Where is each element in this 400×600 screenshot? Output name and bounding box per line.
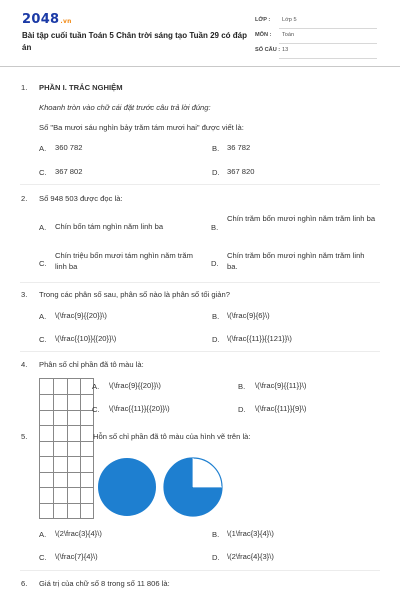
- q4-option-a-letter[interactable]: A.: [92, 382, 100, 391]
- q1-option-a-letter[interactable]: A.: [39, 144, 47, 153]
- meta-divider: [279, 58, 377, 59]
- question-5-number: 5.: [21, 432, 28, 441]
- q5-option-c-text[interactable]: \(\frac{7}{4}\): [55, 552, 98, 561]
- meta-subject: [255, 30, 377, 44]
- q5-option-d-letter[interactable]: D.: [212, 553, 220, 562]
- q2-option-b-text[interactable]: Chín trăm bốn mươi nghìn năm trăm linh ba: [227, 214, 376, 223]
- question-6-text: Giá trị của chữ số 8 trong số 11 806 là:: [39, 579, 170, 588]
- site-logo[interactable]: [22, 12, 72, 27]
- question-1-text: Số "Ba mươi sáu nghìn bảy trăm tám mươi hai" được viết là:: [39, 123, 244, 132]
- question-divider: [20, 184, 380, 185]
- question-5-text: Hỗn số chỉ phần đã tô màu của hình vẽ trên là:: [93, 432, 251, 441]
- section-heading: PHẦN I. TRẮC NGHIỆM: [39, 83, 123, 92]
- q4-option-b-letter[interactable]: B.: [238, 382, 246, 391]
- question-3-number: 3.: [21, 290, 28, 299]
- q3-option-b-text[interactable]: \(\frac{9}{6}\): [227, 311, 270, 320]
- q3-option-a-letter[interactable]: A.: [39, 312, 47, 321]
- question-4-number: 4.: [21, 360, 28, 369]
- question-4-text: Phân số chỉ phần đã tô màu là:: [39, 360, 144, 369]
- q2-option-d-letter[interactable]: D.: [211, 259, 219, 268]
- q2-option-c-letter[interactable]: C.: [39, 259, 47, 268]
- header-divider: [0, 66, 400, 67]
- document-header: [0, 0, 400, 64]
- q1-option-b-text[interactable]: 36 782: [227, 143, 251, 152]
- grid-line: [40, 441, 93, 442]
- q3-option-b-letter[interactable]: B.: [212, 312, 220, 321]
- question-6-number: 6.: [21, 579, 28, 588]
- q3-option-d-text[interactable]: \(\frac{{11}}{{121}}\): [227, 334, 292, 343]
- instruction-text: Khoanh tròn vào chữ cái đặt trước câu trả lời đúng:: [39, 103, 211, 112]
- q5-option-b-letter[interactable]: B.: [212, 530, 220, 539]
- question-3-text: Trong các phân số sau, phân số nào là phân số tối giản?: [39, 290, 230, 299]
- q5-option-a-letter[interactable]: A.: [39, 530, 47, 539]
- grid-line: [40, 487, 93, 488]
- meta-count-value: 13: [282, 47, 289, 53]
- grid-line: [40, 472, 93, 473]
- q4-option-c-letter[interactable]: C.: [92, 405, 100, 414]
- q4-option-c-text[interactable]: \(\frac{{11}}{{20}}\): [109, 404, 170, 413]
- q2-option-b-letter[interactable]: B.: [211, 223, 219, 232]
- question-2-number: 2.: [21, 194, 28, 203]
- meta-divider: [279, 43, 377, 44]
- q1-option-c-text[interactable]: 367 802: [55, 167, 83, 176]
- meta-class-value: Lớp 5: [282, 17, 297, 23]
- q1-option-b-letter[interactable]: B.: [212, 144, 220, 153]
- grid-line: [67, 379, 68, 518]
- q5-option-d-text[interactable]: \(2\frac{4}{3}\): [227, 552, 274, 561]
- q2-option-d-text[interactable]: Chín trăm bốn mươi nghìn năm trăm linh ba.: [227, 251, 365, 271]
- logo-main: 2048: [22, 12, 60, 27]
- q3-option-d-letter[interactable]: D.: [212, 335, 220, 344]
- q2-option-c-text[interactable]: Chín triệu bốn mươi tám nghìn năm trăm linh ba: [55, 251, 193, 271]
- q4-option-b-text[interactable]: \(\frac{9}{{11}}\): [255, 381, 307, 390]
- document-title: Bài tập cuối tuần Toán 5 Chân trời sáng tạo Tuần 29 có đáp án: [22, 31, 247, 52]
- q4-option-a-text[interactable]: \(\frac{9}{{20}}\): [109, 381, 161, 390]
- grid-line: [40, 425, 93, 426]
- q3-option-c-text[interactable]: \(\frac{{10}}{{20}}\): [55, 334, 117, 343]
- meta-class-key: LỚP :: [255, 17, 271, 23]
- q3-option-a-text[interactable]: \(\frac{9}{{20}}\): [55, 311, 107, 320]
- grid-line: [53, 379, 54, 518]
- q1-option-a-text[interactable]: 360 782: [55, 143, 83, 152]
- question-1-number: 1.: [21, 83, 28, 92]
- grid-line: [40, 503, 93, 504]
- meta-count: [255, 45, 377, 59]
- grid-line: [40, 410, 93, 411]
- q1-option-d-letter[interactable]: D.: [212, 168, 220, 177]
- q4-option-d-text[interactable]: \(\frac{{11}}{9}\): [255, 404, 307, 413]
- mixed-number-figure: [95, 454, 230, 519]
- full-circle: [98, 458, 156, 516]
- question-2-text: Số 948 503 được đọc là:: [39, 194, 123, 203]
- q5-option-c-letter[interactable]: C.: [39, 553, 47, 562]
- question-divider: [20, 282, 380, 283]
- meta-subject-value: Toán: [282, 32, 295, 38]
- meta-divider: [279, 28, 377, 29]
- q5-option-b-text[interactable]: \(1\frac{3}{4}\): [227, 529, 274, 538]
- q2-option-a-letter[interactable]: A.: [39, 223, 47, 232]
- q5-option-a-text[interactable]: \(2\frac{3}{4}\): [55, 529, 102, 538]
- fraction-grid-figure: [39, 378, 94, 519]
- meta-count-key: SỐ CÂU :: [255, 47, 281, 53]
- meta-class: [255, 15, 377, 29]
- meta-subject-key: MÔN :: [255, 32, 272, 38]
- q2-option-a-text[interactable]: Chín bốn tám nghìn năm linh ba: [55, 222, 164, 231]
- q1-option-c-letter[interactable]: C.: [39, 168, 47, 177]
- q1-option-d-text[interactable]: 367 820: [227, 167, 255, 176]
- question-divider: [20, 351, 380, 352]
- q4-option-d-letter[interactable]: D.: [238, 405, 246, 414]
- grid-line: [40, 456, 93, 457]
- grid-line: [80, 379, 81, 518]
- question-divider: [20, 570, 380, 571]
- q3-option-c-letter[interactable]: C.: [39, 335, 47, 344]
- logo-suffix: .vn: [60, 18, 72, 25]
- grid-line: [40, 394, 93, 395]
